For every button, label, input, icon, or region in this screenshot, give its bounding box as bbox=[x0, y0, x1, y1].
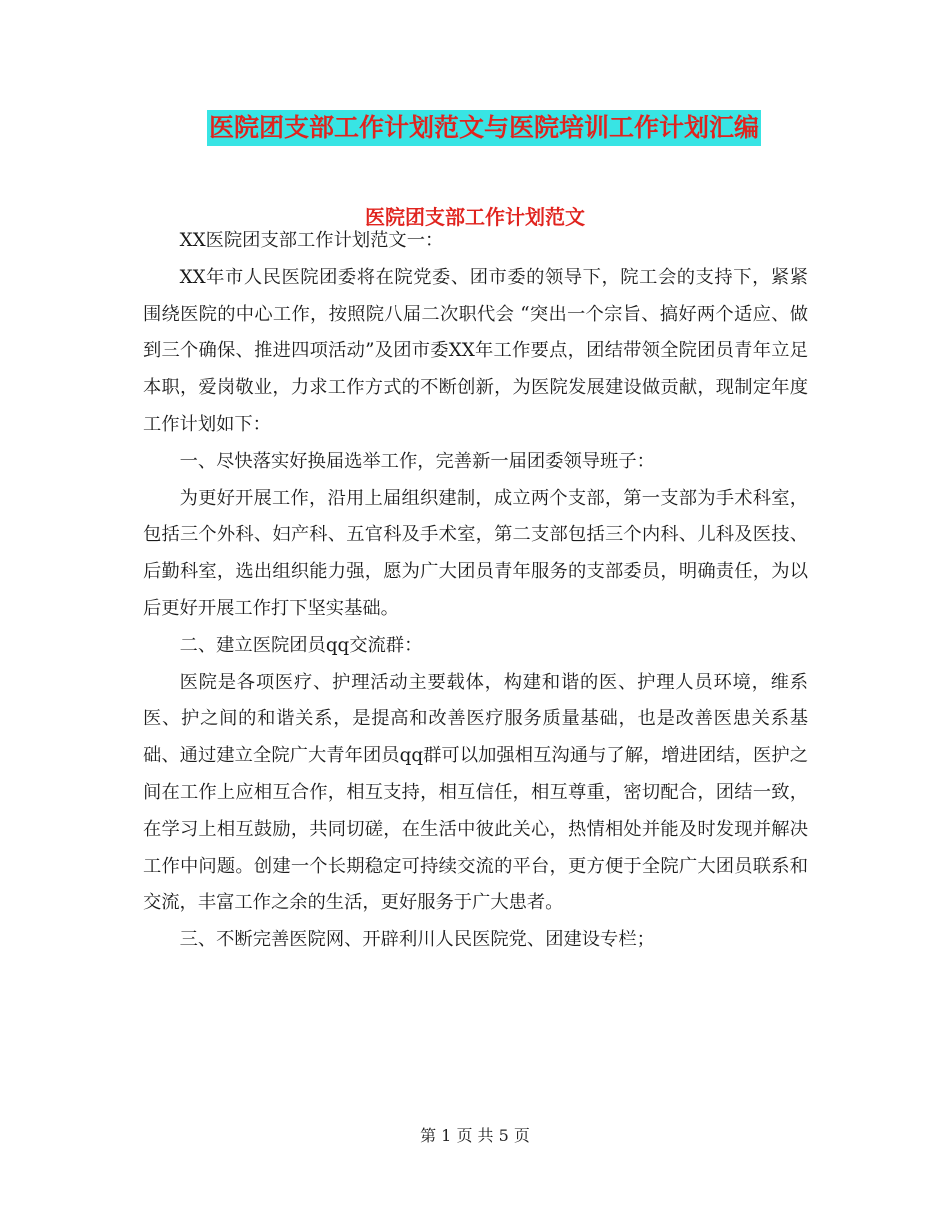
paragraph: 三、不断完善医院网、开辟利川人民医院党、团建设专栏； bbox=[179, 929, 655, 951]
paragraph: 医院是各项医疗、护理活动主要载体，构建和谐的医、护理人员环境，维系医、护之间的和谐关系，是提高和改善医疗服务质量基础，也是改善医患关系基础、通过建立全院广大青年团员qq群可以加强相互沟通与了解，增进团结，医护之间在工作上应相互合作，相互支持，相互信任，相互尊重，密切配合，团结一致，在学习上相互鼓励，共同切磋，在生活中彼此关心，热情相处并能及时发现并解决工作中问题。创建一个长期稳定可持续交流的平台，更方便于全院广大团员联系和交流，丰富工作之余的生活，更好服务于广大患者。 bbox=[143, 671, 808, 914]
paragraph: XX年市人民医院团委将在院党委、团市委的领导下，院工会的支持下，紧紧围绕医院的中心工作，按照院八届二次职代会 “突出一个宗旨、搞好两个适应、做到三个确保、推进四项活动”及团市委XX年工作要点，团结带领全院团员青年立足本职，爱岗敬业，力求工作方式的不断创新，为医院发展建设做贡献，现制定年度工作计划如下： bbox=[143, 266, 808, 435]
section-title: 医院团支部工作计划范文 bbox=[365, 205, 585, 229]
page-title: 医院团支部工作计划范文与医院培训工作计划汇编 bbox=[207, 110, 761, 146]
paragraph: 二、建立医院团员qq交流群： bbox=[179, 634, 423, 656]
document-body bbox=[143, 223, 808, 959]
paragraph: XX医院团支部工作计划范文一： bbox=[179, 230, 444, 251]
page-footer: 第 1 页 共 5 页 bbox=[420, 1126, 530, 1145]
paragraph: 为更好开展工作，沿用上届组织建制，成立两个支部，第一支部为手术科室，包括三个外科、妇产科、五官科及手术室，第二支部包括三个内科、儿科及医技、后勤科室，选出组织能力强，愿为广大团员青年服务的支部委员，明确责任，为以后更好开展工作打下坚实基础。 bbox=[143, 487, 808, 619]
paragraph: 一、尽快落实好换届选举工作，完善新一届团委领导班子： bbox=[179, 450, 655, 472]
